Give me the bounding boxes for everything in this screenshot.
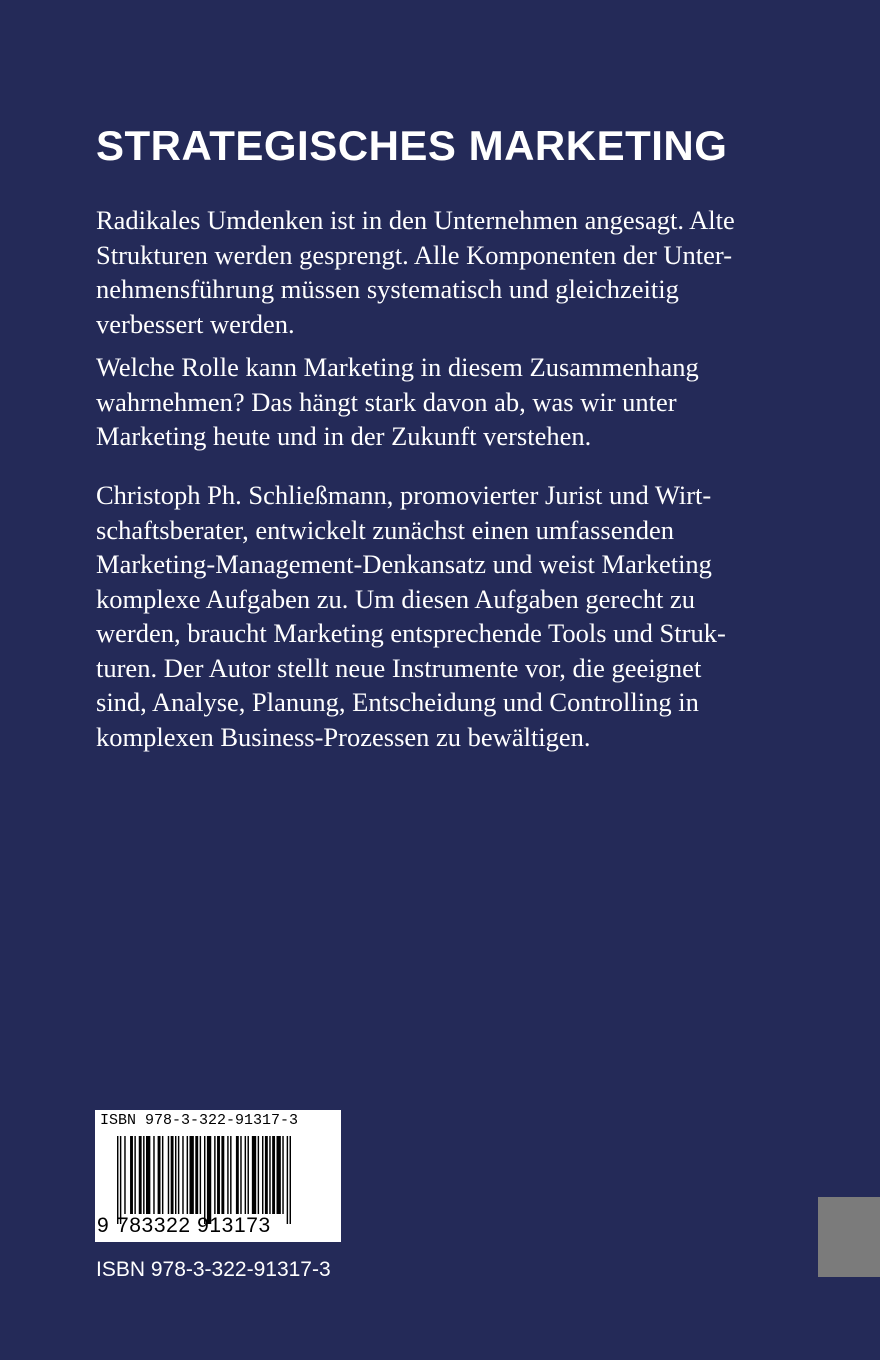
barcode-bar: [214, 1136, 215, 1214]
barcode-bar: [187, 1136, 188, 1214]
barcode-digits: 783322 913173: [117, 1214, 271, 1237]
barcode-digits-row: [97, 1214, 271, 1238]
barcode-bar: [175, 1136, 176, 1214]
barcode-bar: [262, 1136, 263, 1214]
barcode-isbn-label: ISBN 978-3-322-91317-3: [100, 1112, 299, 1129]
blurb-paragraph-1: [96, 203, 735, 341]
text-line: nehmensführung müssen systematisch und gleichzeitig: [96, 274, 679, 304]
author-paragraph: [96, 478, 726, 754]
barcode-bar: [269, 1136, 270, 1214]
text-line: Radikales Umdenken ist in den Unternehmen angesagt. Alte: [96, 205, 735, 235]
barcode-bar: [290, 1136, 291, 1224]
barcode-bar: [227, 1136, 228, 1214]
text-line: werden, braucht Marketing entsprechende Tools und Struk-: [96, 618, 726, 648]
text-line: wahrnehmen? Das hängt stark davon ab, was wir unter: [96, 386, 677, 417]
barcode-bar: [124, 1136, 125, 1214]
barcode-bar: [190, 1136, 194, 1214]
text-line: Welche Rolle kann Marketing in diesem Zusammenhang: [96, 352, 699, 382]
text-line: schaftsberater, entwickelt zunächst einen umfassenden: [96, 514, 675, 545]
text-line: Marketing-Management-Denkansatz und weist Marketing: [96, 549, 712, 579]
barcode-bar: [162, 1136, 163, 1214]
barcode-bar: [171, 1136, 174, 1214]
barcode-bar: [245, 1136, 246, 1214]
barcode-bar: [265, 1136, 268, 1214]
barcode-bar: [120, 1136, 121, 1224]
gray-tab: [818, 1197, 880, 1277]
text-line: Strukturen werden gesprengt. Alle Komponenten der Unter-: [96, 239, 733, 270]
blurb-paragraph-2: [96, 350, 699, 454]
barcode-bar: [282, 1136, 283, 1214]
barcode-bar: [143, 1136, 144, 1214]
barcode-bar: [153, 1136, 154, 1214]
barcode-bar: [139, 1136, 142, 1214]
barcode: [95, 1110, 341, 1242]
text-line: Marketing heute und in der Zukunft verstehen.: [96, 421, 592, 451]
barcode-bar: [195, 1136, 198, 1214]
text-line: verbessert werden.: [96, 308, 295, 339]
barcode-bar: [221, 1136, 224, 1214]
barcode-bar: [134, 1136, 135, 1214]
text-line: komplexe Aufgaben zu. Um diesen Aufgaben gerecht zu: [96, 583, 695, 614]
barcode-bar: [200, 1136, 201, 1214]
text-line: sind, Analyse, Planung, Entscheidung und Controlling in: [96, 687, 699, 717]
barcode-bar: [204, 1136, 205, 1224]
barcode-bar: [168, 1136, 169, 1214]
text-line: komplexen Business-Prozessen zu bewältigen.: [96, 721, 591, 752]
barcode-bar: [146, 1136, 150, 1214]
barcode-bar: [207, 1136, 211, 1224]
barcode-bar: [117, 1136, 118, 1224]
barcode-bar: [182, 1136, 183, 1214]
text-line: Christoph Ph. Schließmann, promovierter Jurist und Wirt-: [96, 480, 712, 510]
barcode-bar: [230, 1136, 231, 1214]
barcode-bar: [258, 1136, 259, 1214]
barcode-bar: [252, 1136, 256, 1214]
barcode-bar: [130, 1136, 133, 1214]
barcode-bar: [240, 1136, 241, 1214]
barcode-bar: [178, 1136, 179, 1214]
barcode-bar: [248, 1136, 249, 1214]
barcode-lead-digit: 9: [97, 1214, 110, 1237]
book-title: STRATEGISCHES MARKETING: [96, 122, 728, 169]
isbn-text: ISBN 978-3-322-91317-3: [96, 1258, 331, 1281]
barcode-bar: [236, 1136, 239, 1214]
barcode-bar: [287, 1136, 288, 1224]
text-line: turen. Der Autor stellt neue Instrumente vor, die geeignet: [96, 652, 702, 683]
barcode-bar: [158, 1136, 161, 1214]
barcode-bar: [272, 1136, 275, 1214]
barcode-bar: [217, 1136, 220, 1214]
barcode-bar: [277, 1136, 281, 1214]
